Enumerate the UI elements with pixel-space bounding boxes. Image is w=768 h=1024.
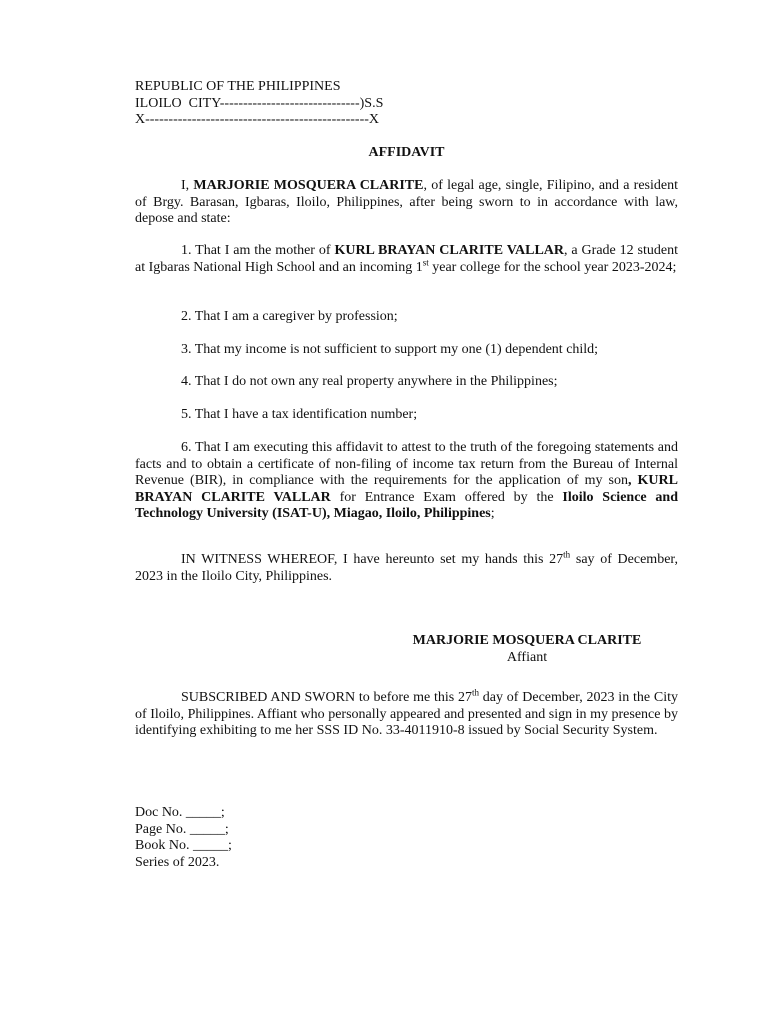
signature-role: Affiant xyxy=(506,649,548,665)
child-name: KURL BRAYAN CLARITE VALLAR xyxy=(334,243,565,258)
book-number: Book No. _____; xyxy=(135,838,232,853)
document-title: AFFIDAVIT xyxy=(368,145,445,160)
statement-1: 1. That I am the mother of KURL BRAYAN CLARITE VALLAR, a Grade 12 student at Igbaras National High School and an incoming 1st year college for the school year 2023-2024; xyxy=(135,243,678,275)
series-year: Series of 2023. xyxy=(135,854,220,870)
statement-4: 4. That I do not own any real property anywhere in the Philippines; xyxy=(181,374,558,389)
document-header xyxy=(135,79,678,129)
statement-5: 5. That I have a tax identification number; xyxy=(181,407,418,422)
statement-3: 3. That my income is not sufficient to support my one (1) dependent child; xyxy=(181,342,599,357)
affiant-name: MARJORIE MOSQUERA CLARITE xyxy=(193,178,424,193)
statement-2: 2. That I am a caregiver by profession; xyxy=(181,309,398,324)
page-number: Page No. _____; xyxy=(135,821,229,837)
intro-paragraph: I, MARJORIE MOSQUERA CLARITE, of legal age, single, Filipino, and a resident of Brgy. Barasan, Igbaras, Iloilo, Philippines, after being sworn to in accordance with law, depose and state: xyxy=(135,178,678,226)
header-republic: REPUBLIC OF THE PHILIPPINES xyxy=(135,79,341,94)
jurat-paragraph: SUBSCRIBED AND SWORN to before me this 27th day of December, 2023 in the City of Iloilo, Philippines. Affiant who personally appeared and presented and sign in my presence by identifying exhibiting to me her SSS ID No. 33-4011910-8 issued by Social Security System. xyxy=(135,687,678,738)
header-venue: ILOILO CITY------------------------------)S.S xyxy=(135,95,384,111)
signature-block xyxy=(380,633,674,666)
statement-6: 6. That I am executing this affidavit to attest to the truth of the foregoing statements and facts and to obtain a certificate of non-filing of income tax return from the Bureau of Internal Revenue (BIR), in compliance with the requirements for the application of my son, KURL BRAYAN CLARITE VALLAR for Entrance Exam offered by the Iloilo Science and Technology University (ISAT-U), Miagao, Iloilo, Philippines; xyxy=(135,440,678,521)
doc-number: Doc No. _____; xyxy=(135,805,225,820)
signature-name: MARJORIE MOSQUERA CLARITE xyxy=(412,633,642,648)
school-name: Iloilo Science and Technology University (ISAT-U), Miagao, Iloilo, Philippines xyxy=(135,489,678,521)
notarial-register xyxy=(135,805,678,871)
header-divider: X------------------------------------------------X xyxy=(135,112,380,127)
witness-paragraph: IN WITNESS WHEREOF, I have hereunto set my hands this 27th say of December, 2023 in the Iloilo City, Philippines. xyxy=(135,549,679,584)
